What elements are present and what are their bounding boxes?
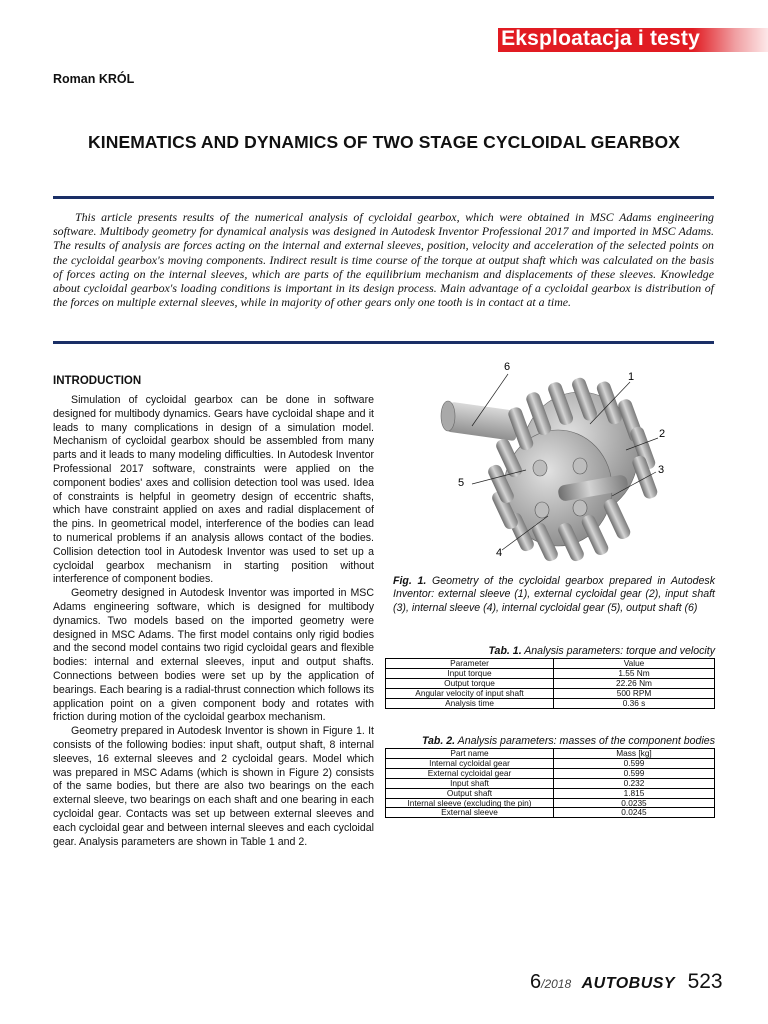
table-cell: Output shaft bbox=[386, 788, 554, 798]
author-name: Roman KRÓL bbox=[53, 72, 135, 86]
table-row bbox=[386, 778, 715, 788]
bottom-divider bbox=[53, 341, 714, 344]
table-row bbox=[386, 688, 715, 698]
table-cell: Input torque bbox=[386, 668, 554, 678]
intro-paragraph-2: Geometry designed in Autodesk Inventor was imported in MSC Adams engineering software, which is designed for multibody dynamics. Two models based on the imported geometry were designed in MSC Adams. The first model contains only rigid bodies and the second model contains two rigid cycloidal gears and flexible bodies: internal and external sleeves, input and output shafts. Connections between bodies were set up by the application of bearings. Each bearing is a radial-thrust connection which follows its application point on a given component body and rotates with friction during motion of the cycloidal gearbox mechanism. bbox=[53, 587, 374, 724]
table-cell: 0.599 bbox=[554, 768, 715, 778]
table1-caption-text: Analysis parameters: torque and velocity bbox=[524, 645, 715, 657]
intro-paragraph-3: Geometry prepared in Autodesk Inventor is shown in Figure 1. It consists of the following bodies: input shaft, output shaft, 8 internal sleeves, 16 external sleeves and 2 cycloidal gears. Model which was prepared in MSC Adams (which is shown in Figure 2) consists of the same bodies, but there are also two bearings on the each external sleeve, two bearings on each shaft and one bearing in each cycloidal gear. Contacts was set up between external sleeves and each cycloidal gear and between internal sleeves and each cycloidal gear. Analysis parameters are shown in Table 1 and 2. bbox=[53, 725, 374, 848]
table-cell: 22.26 Nm bbox=[554, 678, 715, 688]
table-row bbox=[386, 668, 715, 678]
table-cell: Output torque bbox=[386, 678, 554, 688]
figure-cycloidal-gearbox bbox=[430, 358, 730, 570]
callout-1: 1 bbox=[628, 371, 635, 383]
footer-magazine: AUTOBUSY bbox=[581, 975, 676, 992]
table-row bbox=[386, 758, 715, 768]
figure-caption-text: Geometry of the cycloidal gearbox prepared in Autodesk Inventor: external sleeve (1), external cycloidal gear (2), input shaft (3), internal sleeve (4), internal cycloidal gear (5), output shaft (6) bbox=[393, 575, 716, 614]
table1-header-row bbox=[386, 659, 715, 669]
table2-caption-label: Tab. 2. bbox=[421, 735, 456, 747]
page-number: 523 bbox=[687, 970, 723, 993]
table-row bbox=[386, 678, 715, 688]
table1-caption bbox=[393, 645, 715, 657]
table-cell: External sleeve bbox=[386, 808, 554, 818]
table-cell: 0.232 bbox=[554, 778, 715, 788]
output-shaft bbox=[441, 401, 520, 441]
page-footer bbox=[530, 970, 723, 994]
callout-2: 2 bbox=[659, 428, 666, 440]
section-title: Eksploatacja i testy bbox=[501, 27, 700, 50]
table-cell: Angular velocity of input shaft bbox=[386, 688, 554, 698]
callout-3: 3 bbox=[658, 464, 665, 476]
introduction-body bbox=[53, 394, 374, 849]
table-cell: Internal sleeve (excluding the pin) bbox=[386, 798, 554, 808]
intro-paragraph-1: Simulation of cycloidal gearbox can be done in software designed for multibody dynamics. Gears have cycloidal shape and it leads to many complications in design of a simulation model. Mechanism of cycloidal gearbox should be assembled from many parts and it leads to many modeling difficulties. In Autodesk Inventor Professional 2017 software, constraints were applied on the component bodies' axes and collision detection tool was used. Idea of constraints is helpful in geometry design of eccentric shafts, which have constraint applied on axes and radial displacement of the pins. In geometrical model, interference of the bodies can lead to numerical problems if an analysis allows contact of the bodies. Collision detection tool in Autodesk Inventor was used to set up a cycloidal gearbox mechanism in starting position without interference of component bodies. bbox=[53, 394, 374, 586]
table2-caption-text: Analysis parameters: masses of the component bodies bbox=[457, 735, 715, 747]
table1 bbox=[385, 658, 715, 709]
callout-6: 6 bbox=[504, 361, 511, 373]
callout-4: 4 bbox=[496, 547, 503, 559]
table2 bbox=[385, 748, 715, 818]
footer-year: /2018 bbox=[541, 977, 572, 991]
table-cell: Internal cycloidal gear bbox=[386, 758, 554, 768]
table-cell: 1.55 Nm bbox=[554, 668, 715, 678]
table2-caption bbox=[393, 735, 715, 747]
article-title: KINEMATICS AND DYNAMICS OF TWO STAGE CYCLOIDAL GEARBOX bbox=[88, 132, 680, 152]
table2-header-cell: Part name bbox=[386, 749, 554, 759]
table-cell: Input shaft bbox=[386, 778, 554, 788]
table-cell: External cycloidal gear bbox=[386, 768, 554, 778]
table-row bbox=[386, 698, 715, 708]
table-row bbox=[386, 768, 715, 778]
table-cell: Analysis time bbox=[386, 698, 554, 708]
table-cell: 0.36 s bbox=[554, 698, 715, 708]
top-divider bbox=[53, 196, 714, 199]
table2-header-cell: Mass [kg] bbox=[554, 749, 715, 759]
abstract: This article presents results of the numerical analysis of cycloidal gearbox, which were obtained in MSC Adams engineering software. Multibody geometry for dynamical analysis was designed in Autodesk Inventor Professional 2017 and imported in MSC Adams. The results of analysis are forces acting on the internal and external sleeves, position, velocity and acceleration of the selected points on the cycloidal gearbox's moving components. Indirect result is time course of the torque at output shaft which was calculated on the basis of forces acting on the internal sleeves, which are parts of the equilibrium mechanism and displacements of these sleeves. Knowledge about cycloidal gearbox's loading conditions is important in its design process. Main advantage of a cycloidal gearbox is distribution of the forces on multiple external sleeves, while in majority of other gears only one tooth is in contact at a time. bbox=[53, 210, 714, 310]
footer-issue: 6 bbox=[530, 971, 542, 993]
table-row bbox=[386, 798, 715, 808]
introduction-heading: INTRODUCTION bbox=[53, 375, 142, 387]
table1-caption-label: Tab. 1. bbox=[488, 645, 522, 657]
callout-5: 5 bbox=[458, 477, 465, 489]
figure-caption-label: Fig. 1. bbox=[393, 575, 427, 587]
table-cell: 500 RPM bbox=[554, 688, 715, 698]
table-cell: 1.815 bbox=[554, 788, 715, 798]
table-row bbox=[386, 808, 715, 818]
table-cell: 0.599 bbox=[554, 758, 715, 768]
table-cell: 0.0235 bbox=[554, 798, 715, 808]
table-cell: 0.0245 bbox=[554, 808, 715, 818]
table1-header-cell: Value bbox=[554, 659, 715, 669]
table-row bbox=[386, 788, 715, 798]
figure-caption bbox=[393, 575, 715, 615]
table1-header-cell: Parameter bbox=[386, 659, 554, 669]
table2-header-row bbox=[386, 749, 715, 759]
